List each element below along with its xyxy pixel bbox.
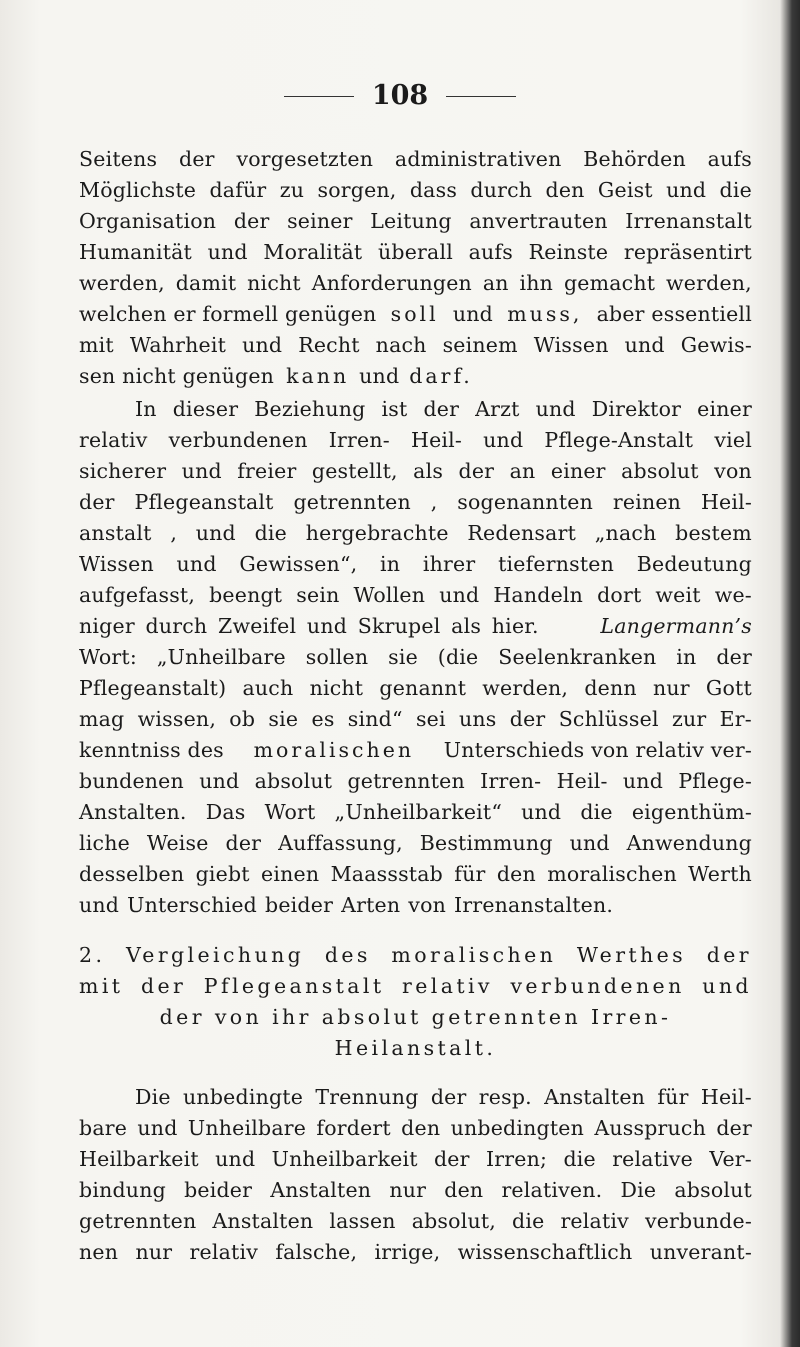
page-number: 108 (371, 80, 429, 111)
word: und (79, 893, 120, 917)
text-line (79, 425, 752, 456)
text-line (79, 487, 752, 518)
word: falsche, (275, 1240, 358, 1264)
word: Beziehung (254, 397, 366, 421)
word: Gewis- (680, 333, 752, 357)
word: Irren- (480, 769, 542, 793)
word: und (439, 583, 480, 607)
text-line (79, 361, 752, 392)
word: Heil- (411, 428, 463, 452)
word: Wort: (79, 645, 137, 669)
word: für (454, 862, 486, 886)
word: verbunde- (644, 1209, 752, 1233)
word: den (401, 1116, 441, 1140)
word: Leitung (370, 209, 452, 233)
word: die (563, 1147, 596, 1171)
word: sind“ (347, 707, 403, 731)
word: und (137, 1116, 178, 1140)
word: Weise (146, 831, 209, 855)
text-segment: Unterschieds von relativ ver- (443, 738, 752, 762)
word: seiner (287, 209, 353, 233)
emphasis-darf: darf. (409, 364, 473, 388)
word: bestem (675, 521, 752, 545)
section-heading (79, 940, 752, 1064)
word: Bedeutung (636, 552, 752, 576)
word: Wissen (79, 552, 154, 576)
word: mit (79, 974, 124, 998)
word: die (580, 800, 613, 824)
word: ob (229, 707, 256, 731)
word: getrennten (347, 769, 465, 793)
text-line (79, 704, 752, 735)
word: die (512, 1209, 545, 1233)
text-line (79, 1144, 752, 1175)
word: getrennten (293, 490, 411, 514)
word: mit (79, 333, 114, 357)
text-segment: sen nicht genügen (79, 364, 275, 388)
word: gemacht (563, 271, 656, 295)
word: Schlüssel (558, 707, 659, 731)
word: Heilbarkeit (79, 1147, 199, 1171)
word: an (509, 459, 536, 483)
word: der (509, 707, 546, 731)
word: Wahrheit (129, 333, 227, 357)
word: Direktor (591, 397, 682, 421)
word: und (535, 397, 576, 421)
word: Arzt (475, 397, 520, 421)
word: dass (409, 178, 458, 202)
word: we- (714, 583, 752, 607)
text-line (79, 797, 752, 828)
word: In (135, 397, 157, 421)
text-line (79, 144, 752, 175)
text-line (79, 330, 752, 361)
word: , (170, 521, 178, 545)
word: relativ (560, 1209, 629, 1233)
word: Irrenanstalt (625, 209, 752, 233)
word: wissenschaftlich (457, 1240, 633, 1264)
word: anvertrauten (469, 209, 608, 233)
heading-line (79, 940, 752, 971)
word: Seitens (79, 147, 158, 171)
word: relative (612, 1147, 694, 1171)
word: Gott (705, 676, 752, 700)
word: sie (268, 707, 299, 731)
word: bindung (79, 1178, 166, 1202)
word: und (199, 769, 240, 793)
text-line (79, 828, 752, 859)
word: Bestimmung (419, 831, 553, 855)
word: und (176, 552, 217, 576)
text-line (79, 206, 752, 237)
word: lassen (329, 1209, 396, 1233)
emphasis-kann: kann (286, 364, 350, 388)
word: sorgen, (317, 178, 397, 202)
word: denn (584, 676, 637, 700)
word: aufgefasst, (79, 583, 196, 607)
word: weit (655, 583, 701, 607)
word: „Unheilbare (156, 645, 286, 669)
text-line (79, 518, 752, 549)
word: es (311, 707, 335, 731)
word: seinem (442, 333, 518, 357)
text-segment: und (452, 302, 493, 326)
word: zu (279, 178, 305, 202)
word: getrennten (79, 1209, 197, 1233)
word: giebt (195, 862, 250, 886)
word: dafür (209, 178, 267, 202)
word: den (496, 862, 536, 886)
word: den (444, 1178, 484, 1202)
word: nicht (247, 271, 301, 295)
word: Pflegeanstalt) (79, 676, 227, 700)
word: und (622, 769, 664, 793)
word: relativ (189, 1240, 259, 1264)
word: und (207, 240, 248, 264)
word: fordert (316, 1116, 391, 1140)
word: Anstalten (212, 1209, 314, 1233)
word: gestellt, (311, 459, 398, 483)
word: Moralität (263, 240, 363, 264)
word: sicherer (79, 459, 167, 483)
word: Werthes (576, 943, 687, 967)
word: und (569, 831, 610, 855)
word: vorgesetzten (236, 147, 374, 171)
word: reinen (612, 490, 682, 514)
word: moralischen (547, 862, 677, 886)
word: werden, (482, 676, 569, 700)
word: nach (375, 333, 427, 357)
word: bundenen (79, 769, 184, 793)
word: der (430, 1085, 467, 1109)
text-line (79, 1175, 752, 1206)
word: nen (79, 1240, 119, 1264)
word: nur (652, 676, 690, 700)
word: und (521, 800, 562, 824)
word: relativen. (501, 1178, 603, 1202)
text-segment: niger durch Zweifel und Skrupel als hier. (79, 614, 539, 638)
text-line (79, 735, 752, 766)
word: Maassstab (330, 862, 443, 886)
word: und (242, 333, 283, 357)
word: relativ (79, 428, 148, 452)
word: Irren- (328, 428, 390, 452)
word: der (233, 209, 270, 233)
emphasis-muss: muss, (507, 302, 583, 326)
word: der (179, 147, 215, 171)
word: und (624, 333, 665, 357)
word: hergebrachte (305, 521, 449, 545)
word: werden, (79, 271, 165, 295)
word: absolut (621, 459, 699, 483)
word: Arten (341, 893, 401, 917)
word: in (380, 552, 401, 576)
word: Anstalten (544, 1085, 646, 1109)
word: Irrenanstalten. (454, 893, 614, 917)
word: aufs (707, 147, 752, 171)
word: Anstalten (270, 1178, 372, 1202)
word: liche (79, 831, 130, 855)
word: Das (205, 800, 246, 824)
word: und (195, 521, 236, 545)
word: der (716, 645, 752, 669)
word: anstalt (79, 521, 152, 545)
word: Anwendung (626, 831, 752, 855)
word: und (702, 974, 752, 998)
word: Irren; (485, 1147, 548, 1171)
word: 2. (79, 943, 106, 967)
word: sie (388, 645, 418, 669)
word: die (719, 178, 752, 202)
word: damit (175, 271, 237, 295)
word: einen (261, 862, 320, 886)
text-line (79, 1237, 752, 1268)
word: Anforderungen (311, 271, 472, 295)
text-line (79, 1113, 752, 1144)
word: Die (135, 1085, 171, 1109)
heading-line (79, 971, 752, 1002)
word: Pflegeanstalt (134, 490, 274, 514)
word: freier (237, 459, 297, 483)
word: nur (135, 1240, 173, 1264)
word: dieser (172, 397, 239, 421)
text-line (79, 580, 752, 611)
word: unbedingten (450, 1116, 585, 1140)
word: von (408, 893, 447, 917)
word: Wissen (533, 333, 609, 357)
emphasis-moralischen: moralischen (253, 738, 415, 762)
word: desselben (79, 862, 185, 886)
word: der (79, 490, 115, 514)
word: Die (620, 1178, 657, 1202)
word: einer (550, 459, 606, 483)
word: resp. (478, 1085, 532, 1109)
heading-line: Heilanstalt. (334, 1036, 497, 1060)
word: dort (597, 583, 642, 607)
word: mag (79, 707, 125, 731)
word: der (433, 1147, 470, 1171)
word: Möglichste (79, 178, 197, 202)
text-line (79, 673, 752, 704)
word: viel (714, 428, 752, 452)
word: sogenannten (457, 490, 594, 514)
word: von (714, 459, 752, 483)
word: absolut, (411, 1209, 497, 1233)
word: bare (79, 1116, 128, 1140)
word: des (324, 943, 371, 967)
text-segment: aber essentiell (596, 302, 752, 326)
word: Anstalten. (79, 800, 187, 824)
text-line (79, 642, 752, 673)
word: administrativen (394, 147, 562, 171)
word: Unterschied (127, 893, 258, 917)
word: der (140, 974, 187, 998)
word: Heil- (700, 490, 752, 514)
text-line (79, 456, 752, 487)
word: Geist (597, 178, 653, 202)
word: unbedingte (183, 1085, 304, 1109)
word: an (482, 271, 509, 295)
word: sei (415, 707, 446, 731)
text-line (79, 611, 752, 642)
word: wissen, (137, 707, 217, 731)
word: nur (389, 1178, 427, 1202)
word: uns (459, 707, 497, 731)
word: der (706, 943, 752, 967)
word: ihn (519, 271, 554, 295)
word: und (666, 178, 707, 202)
word: der (716, 1116, 752, 1140)
text-line (79, 890, 752, 921)
word: sein (296, 583, 340, 607)
word: überall (377, 240, 453, 264)
word: (die (437, 645, 479, 669)
word: Behörden (583, 147, 686, 171)
word: Vergleichung (125, 943, 305, 967)
text-line (79, 268, 752, 299)
text-line (79, 175, 752, 206)
word: aufs (468, 240, 513, 264)
word: Er- (719, 707, 752, 731)
word: Pflege- (678, 769, 752, 793)
word: unverant- (649, 1240, 752, 1264)
text-line (79, 237, 752, 268)
word: einer (697, 397, 752, 421)
word: Organisation (79, 209, 217, 233)
word: Unheilbarkeit (271, 1147, 418, 1171)
word: Wort (264, 800, 316, 824)
word: , (430, 490, 438, 514)
word: absolut (254, 769, 333, 793)
word: und (181, 459, 222, 483)
word: verbundenen (510, 974, 685, 998)
header-rule-left (284, 96, 354, 97)
word: den (545, 178, 585, 202)
word: auch (242, 676, 294, 700)
word: als (413, 459, 444, 483)
word: „nach (594, 521, 657, 545)
header-rule-right (446, 96, 516, 97)
text-segment: kenntniss des (79, 738, 224, 762)
text-line (79, 859, 752, 890)
word: verbundenen (168, 428, 308, 452)
word: Humanität (79, 240, 192, 264)
word: Redensart (467, 521, 577, 545)
word: absolut (674, 1178, 752, 1202)
word: beider (265, 893, 334, 917)
word: Werth (688, 862, 752, 886)
word: nicht (309, 676, 364, 700)
emphasis-soll: soll (390, 302, 439, 326)
text-line (79, 1206, 752, 1237)
word: beider (184, 1178, 253, 1202)
word: in (676, 645, 697, 669)
word: ist (381, 397, 408, 421)
word: die (254, 521, 287, 545)
text-line (79, 1082, 752, 1113)
paragraph-3 (79, 1082, 752, 1268)
text-line (79, 549, 752, 580)
word: Pflegeanstalt (203, 974, 385, 998)
word: und (483, 428, 524, 452)
word: Heil- (700, 1085, 752, 1109)
word: Reinste (528, 240, 609, 264)
word: Unheilbare (187, 1116, 307, 1140)
word: der (423, 397, 460, 421)
text-line (79, 394, 752, 425)
word: der (225, 831, 262, 855)
word: repräsentirt (623, 240, 752, 264)
word: Auffassung, (278, 831, 403, 855)
text-segment: welchen er formell genügen (79, 302, 377, 326)
word: ihrer (422, 552, 476, 576)
word: Gewissen“, (239, 552, 358, 576)
word: Recht (298, 333, 360, 357)
word: Wollen (353, 583, 426, 607)
word: werden, (666, 271, 752, 295)
heading-line: der von ihr absolut getrennten Irren- (159, 1005, 672, 1029)
word: Handeln (493, 583, 584, 607)
author-name: Langermann’s (600, 614, 752, 638)
word: tiefernsten (498, 552, 615, 576)
word: zur (671, 707, 707, 731)
word: eigenthüm- (631, 800, 752, 824)
word: Pflege-Anstalt (544, 428, 694, 452)
word: Seelenkranken (498, 645, 657, 669)
word: „Unheilbarkeit“ (334, 800, 503, 824)
page-header (0, 80, 800, 111)
word: relativ (402, 974, 493, 998)
paragraph-2 (79, 394, 752, 921)
word: genannt (379, 676, 467, 700)
word: Ausspruch (594, 1116, 707, 1140)
word: Heil- (556, 769, 608, 793)
word: der (458, 459, 495, 483)
word: beengt (209, 583, 283, 607)
word: Trennung (315, 1085, 419, 1109)
text-segment: und (359, 364, 400, 388)
text-line (79, 766, 752, 797)
word: für (657, 1085, 689, 1109)
word: durch (470, 178, 533, 202)
word: und (215, 1147, 256, 1171)
text-line (79, 299, 752, 330)
word: irrige, (374, 1240, 441, 1264)
word: moralischen (391, 943, 557, 967)
paragraph-1 (79, 144, 752, 392)
word: Ver- (709, 1147, 752, 1171)
word: sollen (305, 645, 369, 669)
